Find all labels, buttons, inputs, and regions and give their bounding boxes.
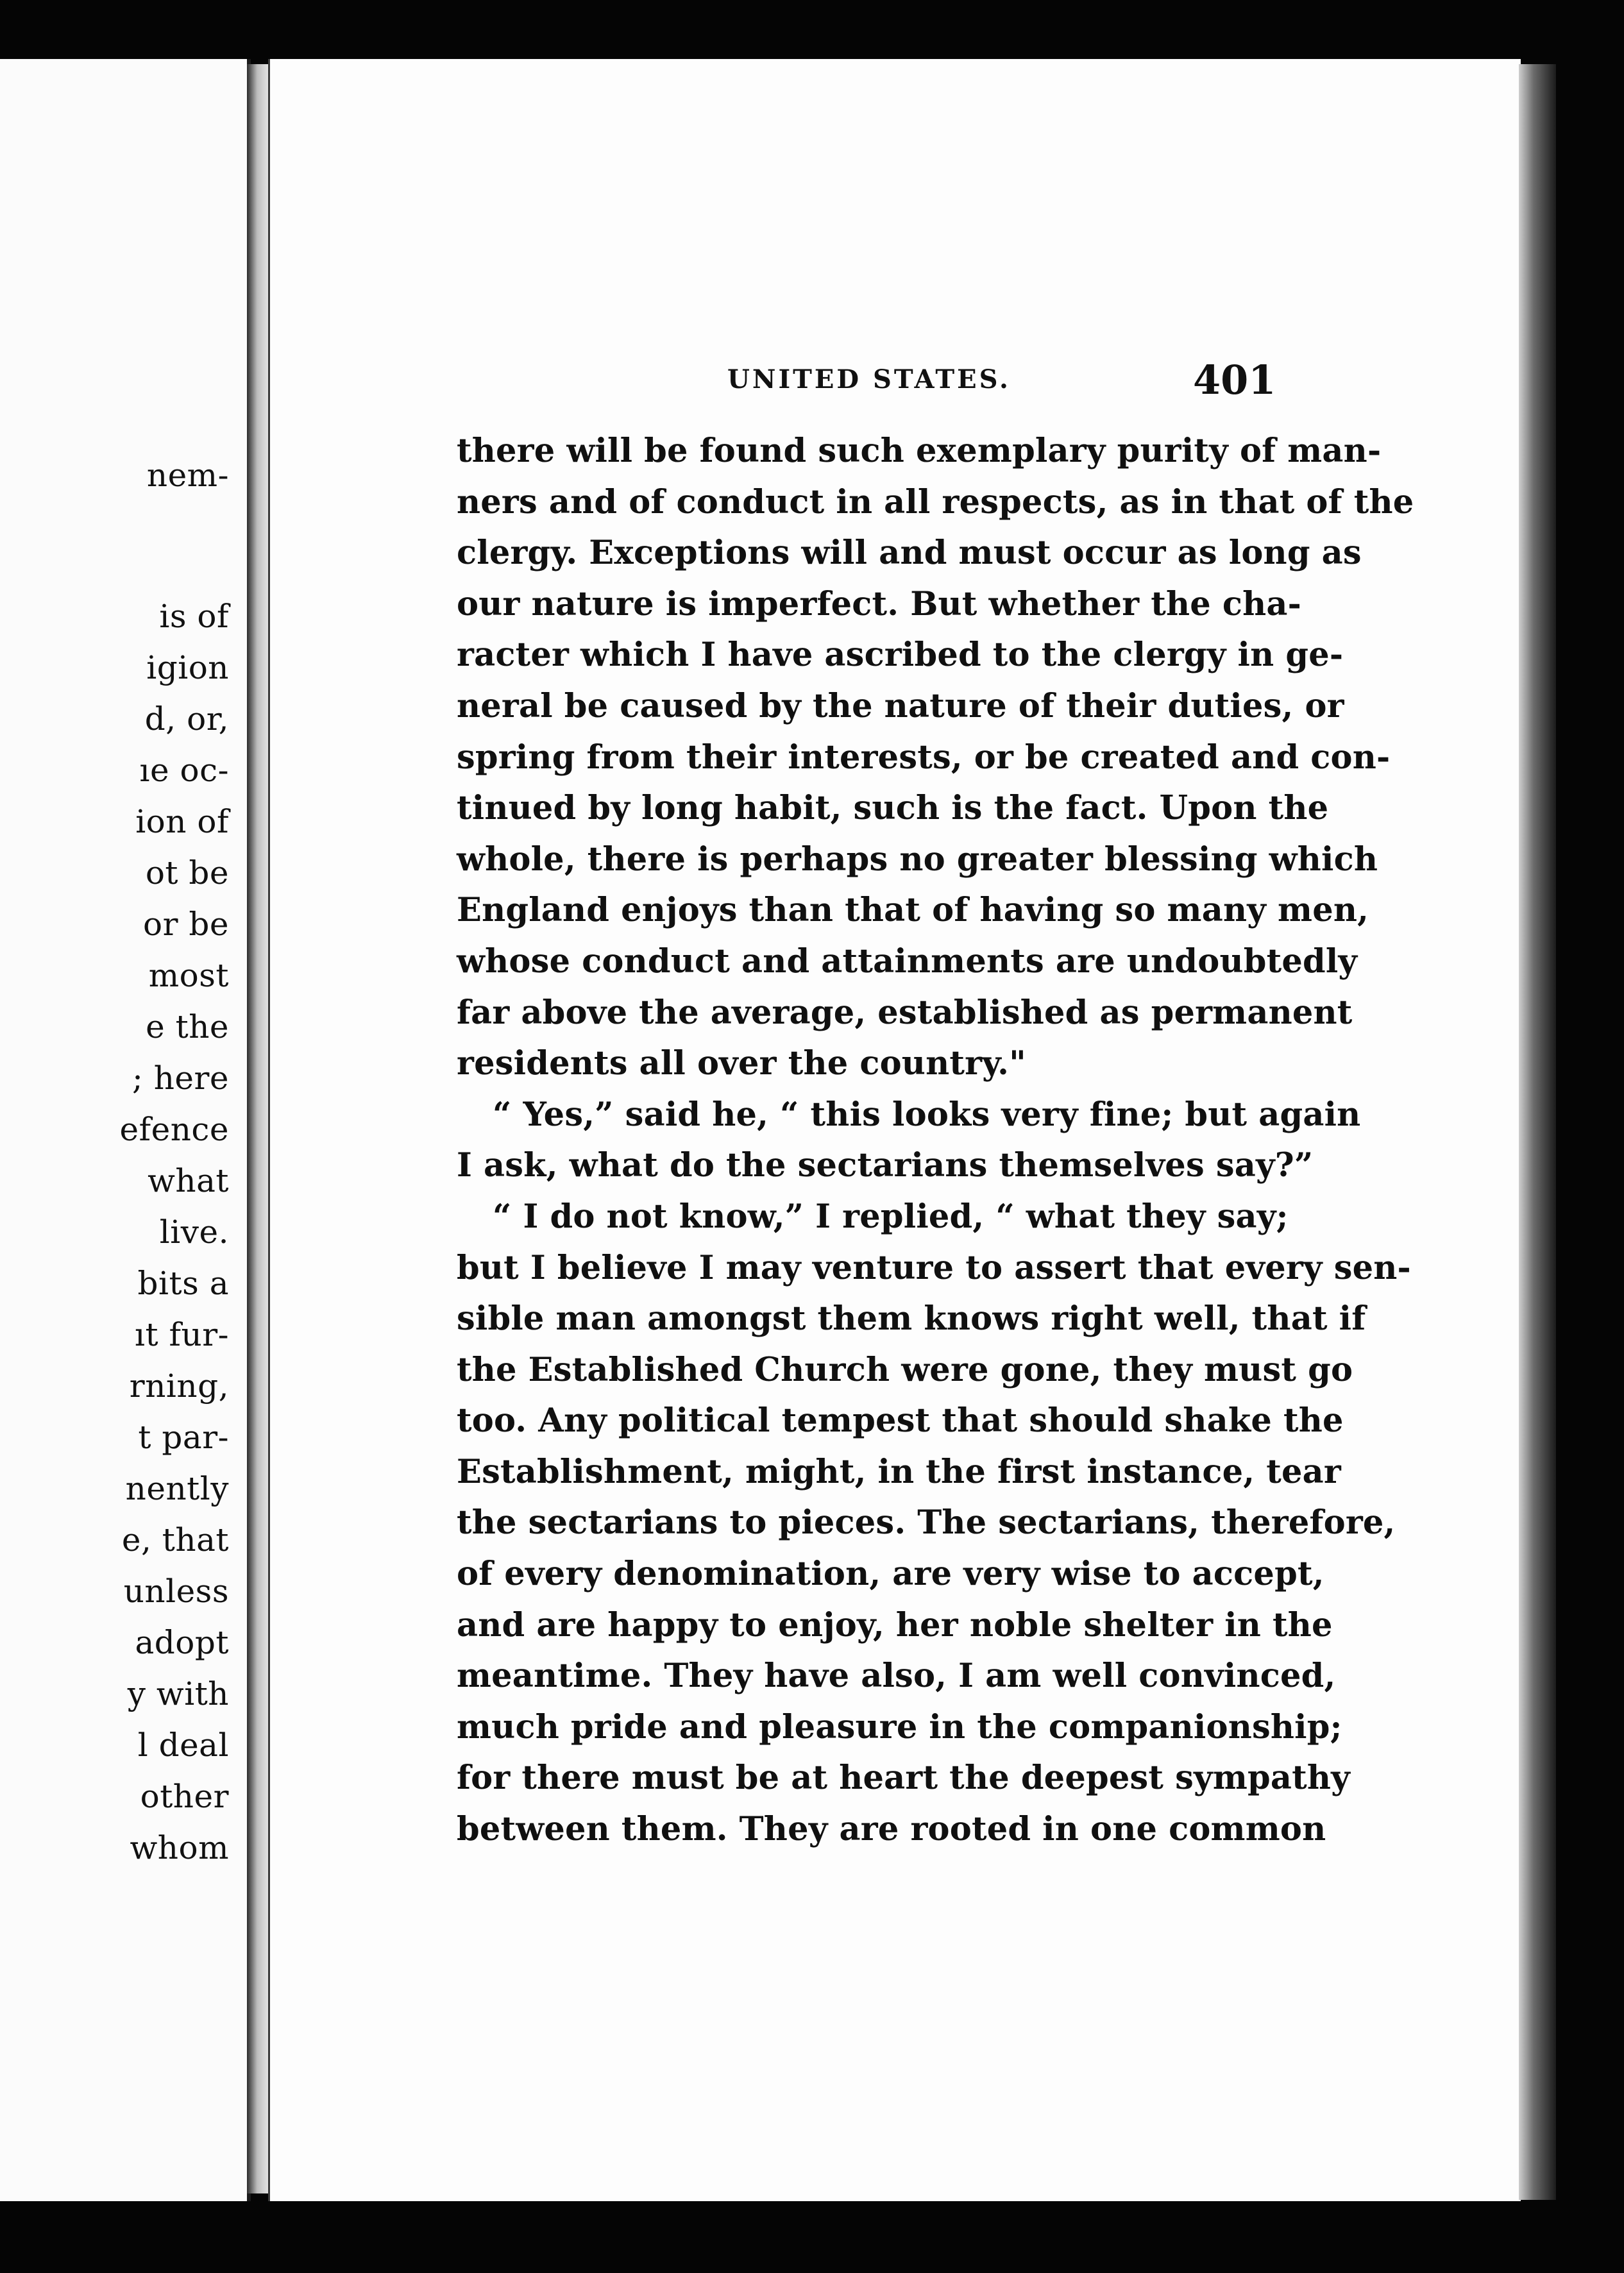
left-fragment: adopt [135, 1624, 229, 1661]
text-line: “ I do not know,” I replied, “ what they say; [493, 1197, 1289, 1236]
text-line: tinued by long habit, such is the fact. Upon the [457, 789, 1329, 828]
left-fragment: d, or, [144, 700, 229, 738]
left-fragment: ıe oc- [139, 752, 229, 789]
page-number: 401 [1193, 357, 1276, 403]
text-line: of every denomination, are very wise to accept, [457, 1555, 1324, 1594]
text-line: “ Yes,” said he, “ this looks very fine; but again [493, 1095, 1361, 1134]
left-fragment: other [140, 1778, 229, 1815]
left-fragment: live. [159, 1213, 229, 1251]
left-fragment: e the [146, 1008, 229, 1045]
left-fragment: l deal [137, 1727, 229, 1764]
text-line: meantime. They have also, I am well convinced, [457, 1657, 1336, 1696]
left-fragment: ıt fur- [135, 1316, 229, 1353]
text-line: neral be caused by the nature of their duties, or [457, 686, 1344, 725]
left-fragment: rning, [129, 1367, 229, 1405]
left-fragment: igion [146, 649, 229, 686]
text-line: England enjoys than that of having so many men, [457, 891, 1369, 930]
text-line: whole, there is perhaps no greater blessing which [457, 840, 1378, 879]
left-fragment: nently [125, 1470, 229, 1507]
text-line: and are happy to enjoy, her noble shelter in the [457, 1605, 1333, 1644]
text-line: much pride and pleasure in the companionship; [457, 1707, 1342, 1746]
left-fragment: bits a [137, 1265, 229, 1302]
left-fragment: whom [130, 1829, 229, 1866]
text-line: the Established Church were gone, they must go [457, 1350, 1353, 1389]
text-line: sible man amongst them knows right well, that if [457, 1299, 1366, 1339]
text-line: between them. They are rooted in one common [457, 1810, 1326, 1849]
text-line: spring from their interests, or be created and con- [457, 738, 1391, 777]
left-fragment: nem- [146, 457, 229, 494]
text-line: racter which I have ascribed to the clergy in ge- [457, 636, 1344, 675]
left-fragment: ot be [145, 854, 229, 891]
text-line: far above the average, established as permanent [457, 993, 1353, 1032]
left-fragment: or be [143, 906, 229, 943]
text-line: too. Any political tempest that should shake the [457, 1401, 1344, 1441]
text-line: whose conduct and attainments are undoubtedly [457, 942, 1358, 981]
text-line: residents all over the country." [457, 1044, 1026, 1083]
text-line: the sectarians to pieces. The sectarians, therefore, [457, 1503, 1396, 1542]
text-line: our nature is imperfect. But whether the cha- [457, 584, 1302, 623]
text-line: ners and of conduct in all respects, as in that of the [457, 482, 1414, 521]
text-line: clergy. Exceptions will and must occur as long as [457, 534, 1362, 573]
body-text [457, 426, 1414, 1855]
left-fragment: unless [123, 1573, 229, 1610]
left-fragment: t par- [138, 1419, 229, 1456]
text-line: but I believe I may venture to assert that every sen- [457, 1248, 1411, 1287]
left-fragment: efence [119, 1111, 229, 1148]
left-fragment: ion of [135, 803, 229, 840]
running-head: UNITED STATES. [727, 364, 1011, 394]
left-fragment: most [148, 957, 229, 994]
text-line: Establishment, might, in the first instance, tear [457, 1452, 1341, 1491]
left-fragment: y with [127, 1675, 229, 1712]
text-line: I ask, what do the sectarians themselves say?” [457, 1146, 1314, 1185]
text-line: for there must be at heart the deepest sympathy [457, 1759, 1350, 1798]
left-fragment: is of [159, 598, 229, 635]
left-fragment: what [148, 1162, 229, 1199]
text-line: there will be found such exemplary purity of man- [457, 432, 1382, 470]
left-facing-page [0, 59, 251, 2201]
left-fragment: e, that [121, 1521, 229, 1559]
left-fragment: ; here [131, 1060, 229, 1097]
page-edge-shadow [1519, 64, 1556, 2200]
